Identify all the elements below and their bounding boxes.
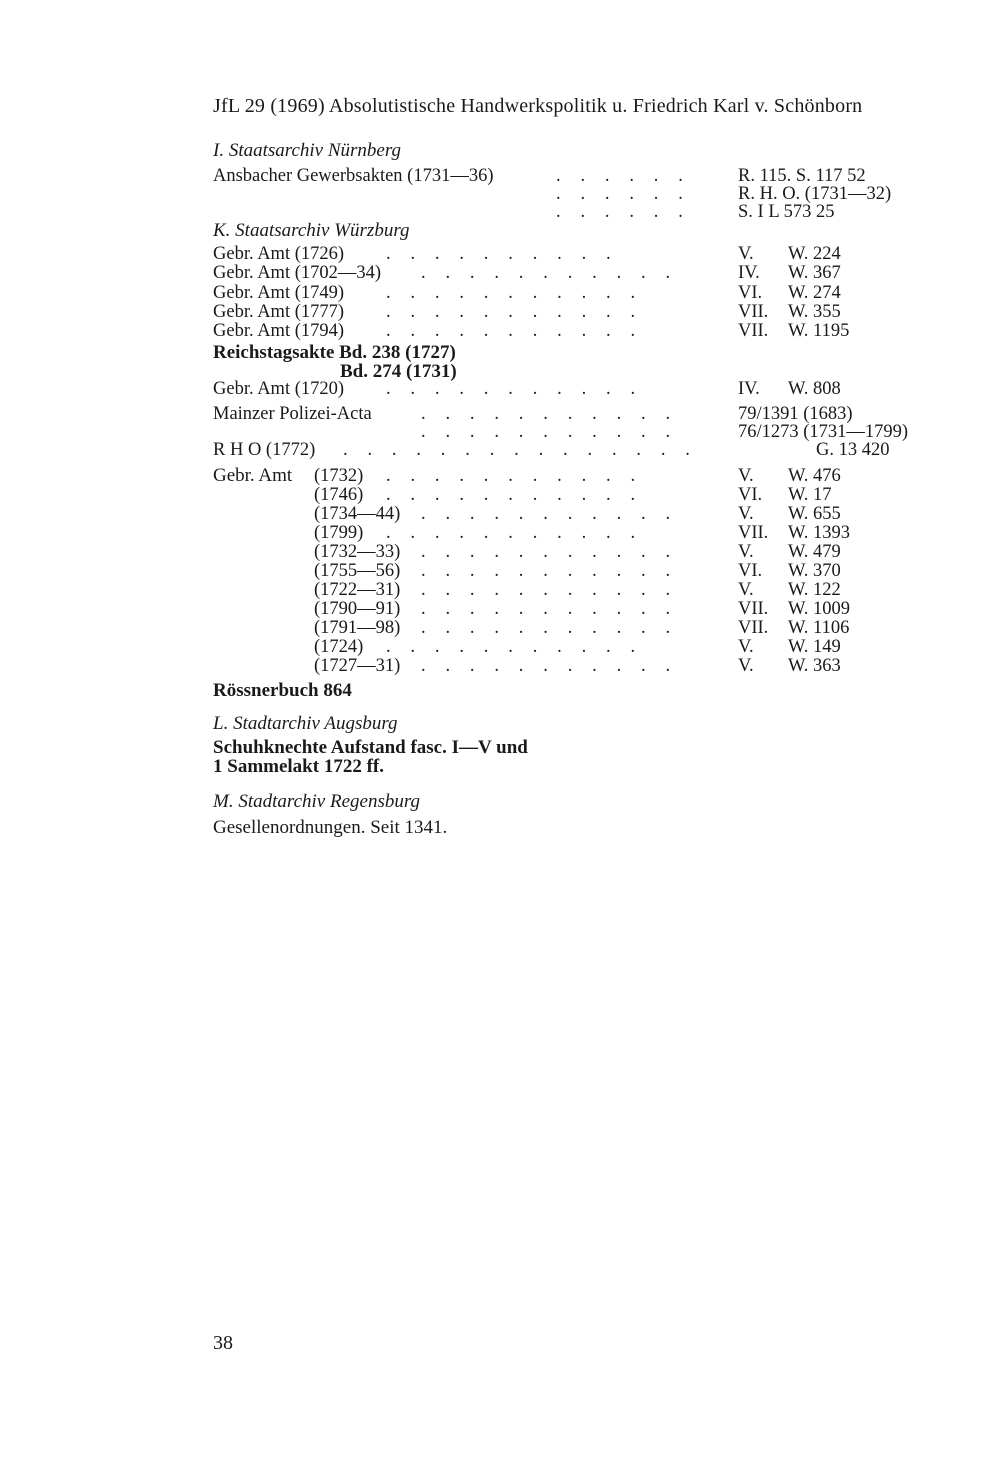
leader-dots: . . . . . . . . . . . (386, 637, 643, 657)
leader-dots: . . . . . . . . . . . (386, 283, 643, 303)
roessnerbuch-entry: Rössnerbuch 864 (213, 680, 352, 701)
entry-row (213, 561, 933, 581)
entry-year: (1732—33) (314, 542, 401, 562)
entry-row (213, 202, 933, 222)
section-title-regensburg: M. Stadtarchiv Regensburg (213, 791, 421, 812)
entry-year: (1790—91) (314, 599, 401, 619)
w-number: W. 355 (788, 302, 841, 322)
entry-row (213, 263, 933, 283)
augsburg-entry-line: Schuhknechte Aufstand fasc. I—V und (213, 737, 528, 758)
entry-row (213, 302, 933, 322)
entry-year: (1727—31) (314, 656, 401, 676)
w-number: W. 367 (788, 263, 841, 283)
entry-year: (1732) (314, 466, 364, 486)
entry-row (213, 618, 933, 638)
leader-dots: . . . . . . . . . . . (421, 504, 678, 524)
volume-number: V. (738, 504, 754, 524)
w-number: W. 808 (788, 379, 841, 399)
w-number: W. 149 (788, 637, 841, 657)
entry-label: Gebr. Amt (1749) (213, 283, 345, 303)
leader-dots: . . . . . . . . . . . (421, 656, 678, 676)
entry-row (213, 404, 933, 424)
entry-row (213, 485, 933, 505)
running-header: JfL 29 (1969) Absolutistische Handwerkspolitik u. Friedrich Karl v. Schönborn (213, 95, 863, 117)
volume-number: IV. (738, 379, 760, 399)
entry-reference: G. 13 420 (816, 440, 890, 460)
leader-dots: . . . . . . . . . . . (421, 422, 678, 442)
volume-number: V. (738, 466, 754, 486)
entry-label: Mainzer Polizei-Acta (213, 404, 372, 424)
leader-dots: . . . . . . . . . . . (421, 618, 678, 638)
leader-dots: . . . . . . . . . . . (421, 580, 678, 600)
entry-label: Gebr. Amt (1702—34) (213, 263, 382, 283)
entry-row (213, 637, 933, 657)
entry-row (213, 542, 933, 562)
section-title-augsburg: L. Stadtarchiv Augsburg (213, 713, 398, 734)
page-number: 38 (213, 1332, 233, 1354)
entry-row (213, 523, 933, 543)
entry-row (213, 656, 933, 676)
entry-year: (1791—98) (314, 618, 401, 638)
leader-dots: . . . . . . . . . . . (421, 599, 678, 619)
entry-label: R H O (1772) (213, 440, 316, 460)
volume-number: VII. (738, 599, 769, 619)
leader-dots: . . . . . . (556, 166, 691, 186)
leader-dots: . . . . . . . . . . . (421, 542, 678, 562)
volume-number: V. (738, 542, 754, 562)
entry-row (213, 321, 933, 341)
volume-number: VII. (738, 618, 769, 638)
entry-row (213, 440, 933, 460)
w-number: W. 122 (788, 580, 841, 600)
entry-label-gebr-amt: Gebr. Amt (213, 465, 293, 486)
w-number: W. 363 (788, 656, 841, 676)
leader-dots: . . . . . . . . . . . (386, 302, 643, 322)
augsburg-entry-line: 1 Sammelakt 1722 ff. (213, 756, 384, 777)
volume-number: IV. (738, 263, 760, 283)
w-number: W. 476 (788, 466, 841, 486)
entry-year: (1755—56) (314, 561, 401, 581)
leader-dots: . . . . . . (556, 184, 691, 204)
w-number: W. 1009 (788, 599, 851, 619)
w-number: W. 1106 (788, 618, 850, 638)
volume-number: VI. (738, 561, 763, 581)
leader-dots: . . . . . . . . . . . (386, 523, 643, 543)
volume-number: VII. (738, 302, 769, 322)
entry-row (213, 379, 933, 399)
entry-reference: 76/1273 (1731—1799) (738, 422, 909, 442)
volume-number: VI. (738, 283, 763, 303)
entry-reference: 79/1391 (1683) (738, 404, 853, 424)
volume-number: VII. (738, 523, 769, 543)
entry-row (213, 166, 933, 186)
entry-row (213, 422, 933, 442)
entry-reference: S. I L 573 25 (738, 202, 835, 222)
volume-number: V. (738, 244, 754, 264)
entry-label: Gebr. Amt (1794) (213, 321, 345, 341)
entry-row (213, 244, 933, 264)
entry-label: Gebr. Amt (1720) (213, 379, 345, 399)
entry-row (213, 504, 933, 524)
volume-number: VI. (738, 485, 763, 505)
section-title-nuernberg: I. Staatsarchiv Nürnberg (213, 140, 402, 161)
leader-dots: . . . . . . (556, 202, 691, 222)
entry-label: Gebr. Amt (1777) (213, 302, 345, 322)
entry-reference: R. H. O. (1731—32) (738, 184, 892, 204)
leader-dots: . . . . . . . . . . . (386, 379, 643, 399)
leader-dots: . . . . . . . . . . . (386, 485, 643, 505)
entry-label: Gebr. Amt (1726) (213, 244, 345, 264)
entry-year: (1746) (314, 485, 364, 505)
w-number: W. 370 (788, 561, 841, 581)
entry-label: Ansbacher Gewerbsakten (1731—36) (213, 166, 494, 186)
entry-year: (1734—44) (314, 504, 401, 524)
leader-dots: . . . . . . . . . . . (386, 321, 643, 341)
leader-dots: . . . . . . . . . . . (386, 466, 643, 486)
w-number: W. 224 (788, 244, 841, 264)
w-number: W. 479 (788, 542, 841, 562)
w-number: W. 1393 (788, 523, 851, 543)
leader-dots: . . . . . . . . . . . (421, 263, 678, 283)
volume-number: VII. (738, 321, 769, 341)
entry-year: (1722—31) (314, 580, 401, 600)
w-number: W. 274 (788, 283, 841, 303)
volume-number: V. (738, 637, 754, 657)
entry-row (213, 599, 933, 619)
reichstag-entry: Reichstagsakte Bd. 238 (1727) (213, 342, 456, 363)
volume-number: V. (738, 580, 754, 600)
w-number: W. 655 (788, 504, 841, 524)
regensburg-entry-line: Gesellenordnungen. Seit 1341. (213, 817, 448, 838)
w-number: W. 17 (788, 485, 832, 505)
leader-dots: . . . . . . . . . . . (421, 404, 678, 424)
leader-dots: . . . . . . . . . . . . . . . (343, 440, 698, 460)
entry-reference: R. 115. S. 117 52 (738, 166, 866, 186)
entry-year: (1799) (314, 523, 364, 543)
entry-row (213, 283, 933, 303)
entry-year: (1724) (314, 637, 364, 657)
leader-dots: . . . . . . . . . . . (421, 561, 678, 581)
volume-number: V. (738, 656, 754, 676)
leader-dots: . . . . . . . . . . (386, 244, 619, 264)
entry-row (213, 184, 933, 204)
w-number: W. 1195 (788, 321, 850, 341)
reichstag-entry-continued: Bd. 274 (1731) (340, 361, 457, 382)
section-title-wuerzburg: K. Staatsarchiv Würzburg (213, 220, 410, 241)
entry-row (213, 466, 933, 486)
entry-row (213, 580, 933, 600)
